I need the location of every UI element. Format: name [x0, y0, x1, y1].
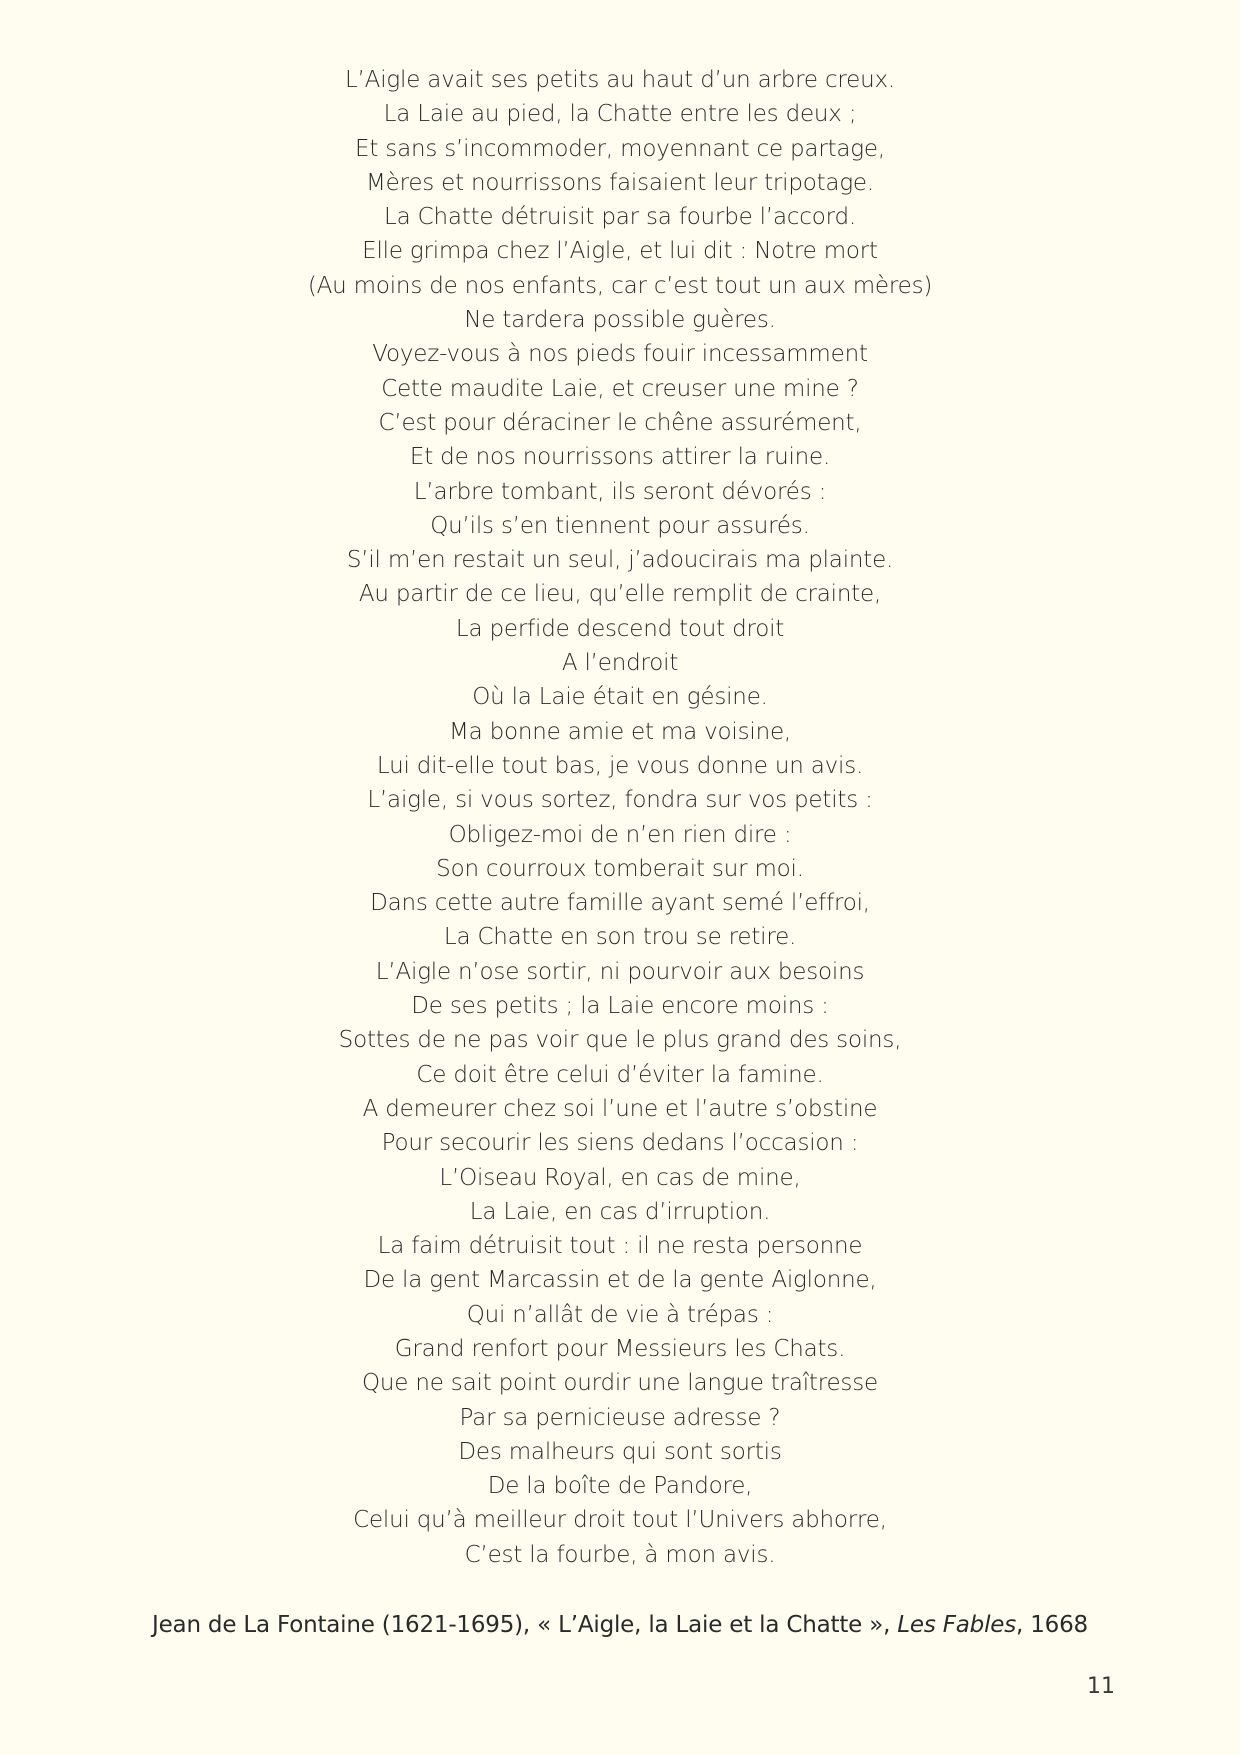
attribution-author-title: Jean de La Fontaine (1621-1695), « L’Aigle, la Laie et la Chatte »,	[152, 1612, 898, 1638]
poem-line: La Laie, en cas d’irruption.	[469, 1198, 771, 1225]
poem-line: De la boîte de Pandore,	[487, 1473, 753, 1500]
attribution-book-title: Les Fables	[897, 1612, 1017, 1638]
poem-line: De ses petits ; la Laie encore moins :	[411, 993, 829, 1020]
poem-line: La faim détruisit tout : il ne resta personne	[377, 1233, 863, 1260]
poem-line: Sottes de ne pas voir que le plus grand des soins,	[338, 1027, 902, 1054]
poem-line: De la gent Marcassin et de la gente Aiglonne,	[363, 1267, 877, 1294]
poem-line: Ma bonne amie et ma voisine,	[448, 718, 792, 745]
poem-line: S’il m’en restait un seul, j’adoucirais ma plainte.	[346, 547, 894, 574]
poem-line: Son courroux tomberait sur moi.	[436, 855, 804, 882]
poem-line: Ne tardera possible guères.	[464, 307, 776, 334]
poem-line: L’aigle, si vous sortez, fondra sur vos petits :	[367, 787, 873, 814]
poem-line: Où la Laie était en gésine.	[472, 684, 768, 711]
poem-line: L’arbre tombant, ils seront dévorés :	[413, 478, 827, 505]
poem-line: L’Aigle avait ses petits au haut d’un arbre creux.	[344, 67, 896, 93]
poem-line: A l’endroit	[561, 650, 679, 677]
poem-line: L’Oiseau Royal, en cas de mine,	[439, 1164, 801, 1191]
poem-line: A demeurer chez soi l’une et l’autre s’obstine	[362, 1095, 878, 1122]
poem	[0, 63, 1240, 1572]
poem-line: Qu’ils s’en tiennent pour assurés.	[430, 512, 810, 539]
poem-line: La Laie au pied, la Chatte entre les deux ;	[383, 101, 857, 128]
poem-line: Voyez-vous à nos pieds fouir incessamment	[372, 341, 868, 368]
poem-line: Grand renfort pour Messieurs les Chats.	[394, 1335, 846, 1362]
poem-line: La Chatte en son trou se retire.	[443, 924, 797, 951]
poem-line: Des malheurs qui sont sortis	[458, 1438, 782, 1465]
poem-line: Ce doit être celui d’éviter la famine.	[416, 1061, 824, 1088]
poem-line: C’est pour déraciner le chêne assurément,	[378, 409, 862, 436]
poem-line: Au partir de ce lieu, qu’elle remplit de crainte,	[358, 581, 882, 608]
poem-line: Par sa pernicieuse adresse ?	[459, 1404, 781, 1431]
poem-line: Cette maudite Laie, et creuser une mine ?	[381, 375, 859, 402]
poem-line: Et sans s’incommoder, moyennant ce partage,	[355, 135, 885, 162]
poem-line: Dans cette autre famille ayant semé l’effroi,	[370, 890, 870, 917]
poem-line: Que ne sait point ourdir une langue traîtresse	[362, 1370, 878, 1397]
poem-line: Obligez-moi de n’en rien dire :	[448, 821, 792, 848]
poem-line: Celui qu’à meilleur droit tout l’Univers abhorre,	[353, 1507, 887, 1534]
poem-line: Lui dit-elle tout bas, je vous donne un avis.	[376, 752, 864, 779]
poem-line: (Au moins de nos enfants, car c’est tout un aux mères)	[307, 272, 933, 299]
attribution	[0, 1608, 1240, 1642]
poem-line: La Chatte détruisit par sa fourbe l’accord.	[384, 204, 856, 231]
poem-line: Pour secourir les siens dedans l’occasion :	[381, 1130, 859, 1157]
poem-line: Qui n’allât de vie à trépas :	[466, 1301, 774, 1328]
poem-line: L’Aigle n’ose sortir, ni pourvoir aux besoins	[375, 958, 865, 985]
poem-line: Mères et nourrissons faisaient leur tripotage.	[365, 169, 874, 196]
page-number: 11	[1087, 1674, 1115, 1699]
poem-line: Elle grimpa chez l’Aigle, et lui dit : Notre mort	[362, 238, 878, 265]
attribution-year: , 1668	[1016, 1612, 1088, 1638]
poem-line: C’est la fourbe, à mon avis.	[464, 1541, 776, 1568]
poem-line: La perfide descend tout droit	[455, 615, 785, 642]
poem-line: Et de nos nourrissons attirer la ruine.	[409, 444, 831, 471]
